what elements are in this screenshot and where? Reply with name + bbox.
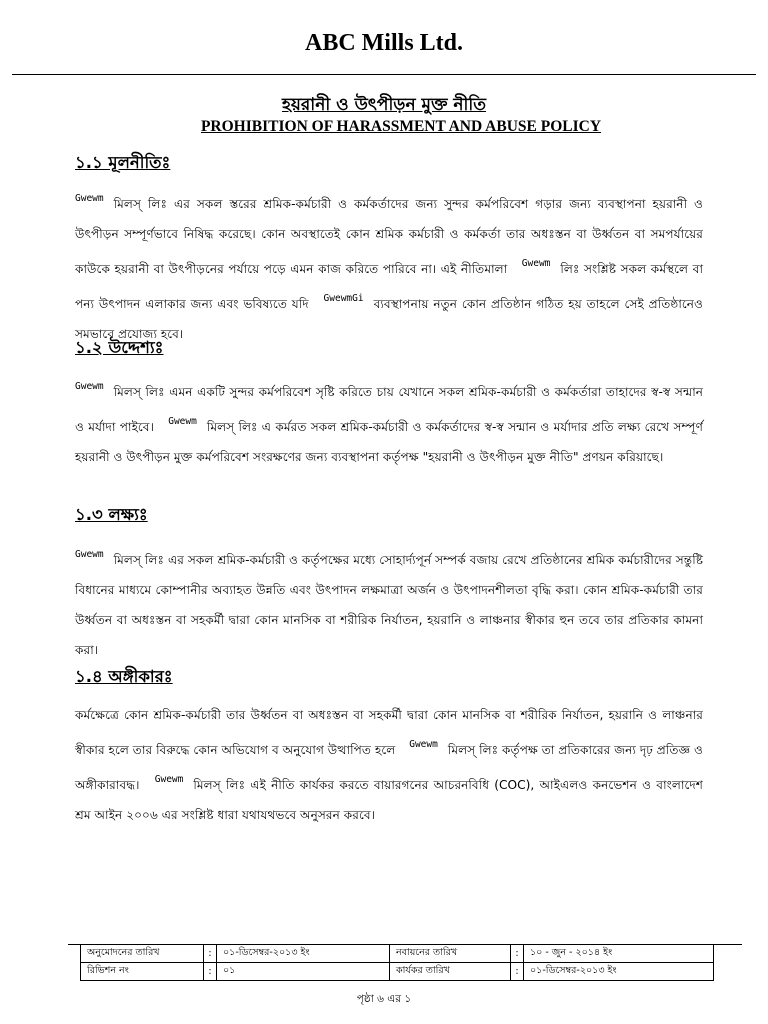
renewal-date-label: নবায়নের তারিখ xyxy=(390,945,511,963)
separator-colon: : xyxy=(204,963,217,981)
abc-token: Gwewm xyxy=(75,549,104,560)
revision-label: রিভিশন নং xyxy=(81,963,204,981)
approval-date-value: ০১-ডিসেম্বর-২০১৩ ইং xyxy=(217,945,390,963)
section-heading-commitment: ১.৪ অঙ্গীকারঃ xyxy=(75,667,173,686)
effective-date-value: ০১-ডিসেম্বর-২০১৩ ইং xyxy=(524,963,714,981)
abc-token: Gwewm xyxy=(154,774,184,785)
section-commitment-text xyxy=(75,700,703,830)
objective-text-part1: মিলস্ লিঃ এমন একটি সুন্দর কর্মপরিবেশ সৃষ্টি করিতে চায় যেখানে সকল শ্রমিক-কর্মচারী ও কর্মকর্তারা তাহাদের স্ব-স্ব সন্মান ও মর্যাদা পাইবে। xyxy=(75,385,703,434)
section-objective-text xyxy=(75,372,703,472)
commitment-text-part2: মিলস্ লিঃ কর্তৃপক্ষ তা প্রতিকারের জন্য দৃঢ় প্রতিজ্ঞ ও অঙ্গীকারাবদ্ধ। xyxy=(75,743,704,792)
principle-text-part3: ব্যবস্থাপনায় নতুন কোন প্রতিষ্ঠান গঠিত হয় তাহলে সেই প্রতিষ্ঠানেও সমভাবে প্রযোজ্য হবে। xyxy=(75,297,704,341)
abc-token: Gwewm xyxy=(168,416,197,427)
header-divider xyxy=(12,74,756,75)
section-heading-goal: ১.৩ লক্ষ্যঃ xyxy=(75,505,148,524)
renewal-date-value: ১০ - জুন - ২০১৪ ইং xyxy=(524,945,714,963)
abc-token: Gwewm xyxy=(75,193,104,204)
separator-colon: : xyxy=(204,945,217,963)
table-row xyxy=(81,963,714,981)
objective-text-part2: মিলস্ লিঃ এ কর্মরত সকল শ্রমিক-কর্মচারী ও কর্মকর্তাদের স্ব-স্ব সন্মান ও মর্যাদার প্রতি লক্ষ্য রেখে সম্পূর্ণ হয়রানী ও উৎপীড়ন মুক্ত কর্মপরিবেশ সংরক্ষণের জন্য ব্যবস্থাপনা কর্তৃপক্ষ "হয়রানী ও উৎপীড়ন মুক্ত নীতি" প্রণয়ন করিয়াছে। xyxy=(75,420,703,464)
abc-token: Gwewm xyxy=(75,381,104,392)
commitment-text-part3: মিলস্ লিঃ এই নীতি কার্যকর করতে বায়ারগনের আচরনবিধি (COC), আইএলও কনভেশন ও বাংলাদেশ শ্রম আইন ২০০৬ এর সংশ্লিষ্ট ধারা যথাযথভবে অনুসরন করবে। xyxy=(75,778,703,822)
commitment-text-part1: কর্মক্ষেত্রে কোন শ্রমিক-কর্মচারী তার উর্ধ্বতন বা অধঃস্তন বা সহকর্মী দ্বারা কোন মানসিক বা শরীরিক নির্যাতন, হয়রানি ও লাঞ্চনার স্বীকার হলে তার বিরুদ্ধে কোন অভিযোগ ব অনুযোগ উত্থাপিত হলে xyxy=(75,708,703,757)
approval-date-label: অনুমোদনের তারিখ xyxy=(81,945,204,963)
page-number: পৃষ্ঠা ৬ এর ১ xyxy=(356,993,412,1005)
abc-possessive-token: GwewmGi xyxy=(323,293,364,304)
revision-value: ০১ xyxy=(217,963,390,981)
policy-title-bengali: হয়রানী ও উৎপীড়ন মুক্ত নীতি xyxy=(281,95,487,115)
document-control-table xyxy=(80,944,714,981)
company-name: ABC Mills Ltd. xyxy=(304,30,463,56)
section-principle-text xyxy=(75,184,703,349)
goal-text: মিলস্ লিঃ এর সকল শ্রমিক-কর্মচারী ও কর্তৃপক্ষের মধ্যে সোহার্দ্যপূর্ন সম্পর্ক বজায় রেখে প্রতিষ্ঠানের শ্রমিক কর্মচারীদের সন্তুষ্টি বিধানের মাধ্যমে কোম্পানীর অব্যাহত উন্নতি এবং উৎপাদন লক্ষমাত্রা অর্জন ও উৎপাদনশীলতা বৃদ্ধি করা। কোন শ্রমিক-কর্মচারী তার উর্ধ্বতন বা অধঃস্তন বা সহকর্মী দ্বারা কোন মানসিক বা শরীরিক নির্যাতন, হয়রানি ও লাঞ্চনার স্বীকার হুন তবে তার প্রতিকার কামনা করা। xyxy=(75,553,703,657)
separator-colon: : xyxy=(511,963,524,981)
separator-colon: : xyxy=(511,945,524,963)
abc-token: Gwewm xyxy=(521,258,551,269)
section-heading-objective: ১.২ উদ্দেশ্যঃ xyxy=(75,338,164,357)
principle-text-part2: লিঃ সংশ্লিষ্ট সকল কর্মস্থলে বা পন্য উৎপাদন এলাকার জন্য এবং ভবিষ্যতে যদি xyxy=(75,262,703,311)
section-goal-text xyxy=(75,540,703,665)
table-row xyxy=(81,945,714,963)
abc-token: Gwewm xyxy=(409,739,438,750)
section-heading-principle: ১.১ মূলনীতিঃ xyxy=(75,153,171,172)
effective-date-label: কার্যকর তারিখ xyxy=(390,963,511,981)
principle-text-part1: মিলস্ লিঃ এর সকল স্তরের শ্রমিক-কর্মচারী ও কর্মকর্তাদের জন্য সুন্দর কর্মপরিবেশ গড়ার জন্য ব্যবস্থাপনা হয়রানী ও উৎপীড়ন সম্পূর্ণভাবে নিষিদ্ধ করেছে। কোন অবস্থাতেই কোন শ্রমিক কর্মচারী ও কর্মকর্তা তার অধঃস্তন বা উর্ধ্বতন বা সমপর্যায়ের কাউকে হয়রানী বা উৎপীড়নের পর্যায়ে পড়ে এমন কাজ করিতে পারিবে না। এই নীতিমালা xyxy=(75,197,703,276)
policy-title-english: PROHIBITION OF HARASSMENT AND ABUSE POLICY xyxy=(200,118,602,135)
